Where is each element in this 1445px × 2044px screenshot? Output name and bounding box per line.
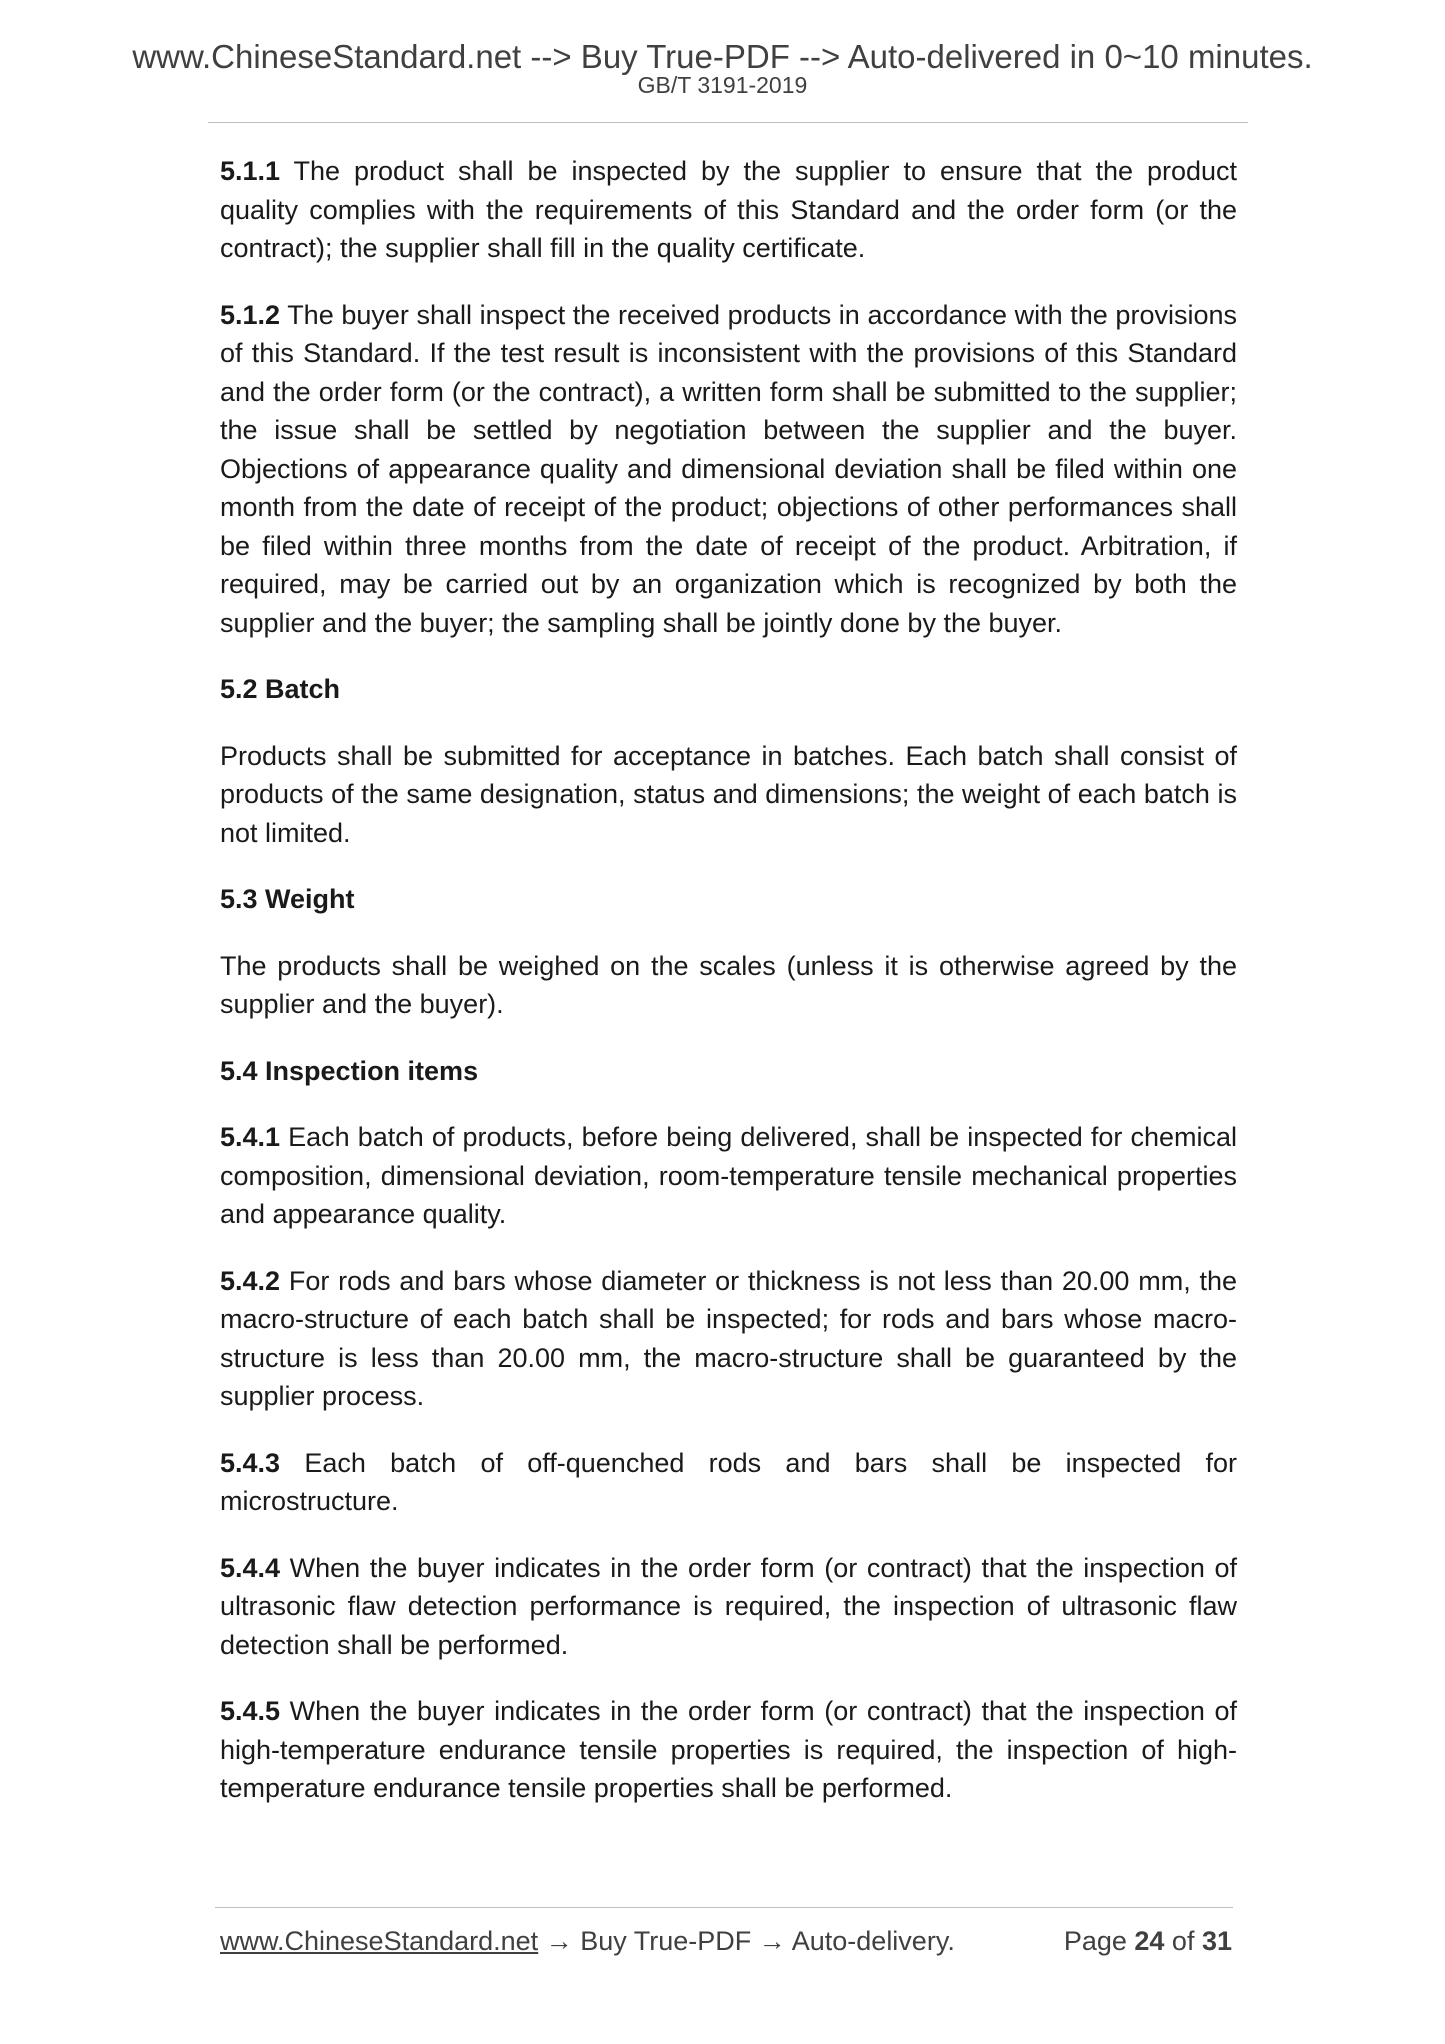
clause-text: For rods and bars whose diameter or thickness is not less than 20.00 mm, the macro-structure of each batch shall be inspected; for rods and bars whose macro-structure is less than 20.00 mm, the macro-structure shall be guaranteed by the supplier process. xyxy=(220,1265,1237,1411)
clause-number: 5.4.4 xyxy=(220,1552,281,1583)
clause-number: 5.4.3 xyxy=(220,1447,281,1478)
clause-text: The product shall be inspected by the supplier to ensure that the product quality complies with the requirements of this Standard and the order form (or the contract); the supplier shall fill in the quality certificate. xyxy=(220,156,1237,263)
clause-number: 5.1.1 xyxy=(220,156,281,186)
clause-text: When the buyer indicates in the order form (or contract) that the inspection of ultrasonic flaw detection performance is required, the inspection of ultrasonic flaw detection shall be performed. xyxy=(220,1552,1237,1660)
page-total: 31 xyxy=(1201,1926,1232,1956)
page-label: Page xyxy=(1063,1926,1135,1956)
section-5-2-text: Products shall be submitted for acceptance in batches. Each batch shall consist of products of the same designation, status and dimensions; the weight of each batch is not limited. xyxy=(220,740,1237,848)
clause-text: Each batch of products, before being delivered, shall be inspected for chemical composition, dimensional deviation, room-temperature tensile mechanical properties and appearance quality. xyxy=(220,1122,1237,1229)
section-heading-5-4: 5.4 Inspection items xyxy=(220,1055,479,1086)
clause-5-4-2 xyxy=(220,1262,1237,1416)
clause-text: The buyer shall inspect the received products in accordance with the provisions of this Standard. If the test result is inconsistent with the provisions of this Standard and the order form (or the contract), a written form shall be submitted to the supplier; the issue shall be settled by negotiation between the supplier and the buyer. Objections of appearance quality and dimensional deviation shall be filed within one month from the date of receipt of the product; objections of other performances shall be filed within three months from the date of receipt of the product. Arbitration, if required, may be carried out by an organization which is recognized by both the supplier and the buyer; the sampling shall be jointly done by the buyer. xyxy=(220,299,1237,638)
clause-number: 5.1.2 xyxy=(220,299,281,330)
page-content xyxy=(220,152,1237,1836)
clause-number: 5.4.5 xyxy=(220,1696,281,1726)
clause-5-4-4 xyxy=(220,1549,1237,1665)
clause-number: 5.4.2 xyxy=(220,1265,281,1296)
section-heading-5-2: 5.2 Batch xyxy=(220,674,341,704)
clause-5-1-1 xyxy=(220,152,1237,268)
document-code: GB/T 3191-2019 xyxy=(637,72,808,98)
section-5-3-text: The products shall be weighed on the scales (unless it is otherwise agreed by the supplier and the buyer). xyxy=(220,950,1237,1019)
clause-number: 5.4.1 xyxy=(220,1122,281,1152)
footer-divider xyxy=(215,1907,1233,1908)
clause-5-1-2 xyxy=(220,296,1237,643)
clause-5-4-3 xyxy=(220,1444,1237,1521)
clause-5-4-1 xyxy=(220,1118,1237,1234)
clause-text: Each batch of off-quenched rods and bars shall be inspected for microstructure. xyxy=(220,1447,1237,1516)
page-indicator xyxy=(1064,1928,1232,1955)
page-current: 24 xyxy=(1134,1926,1165,1956)
footer-site-link[interactable]: www.ChineseStandard.net xyxy=(220,1926,539,1956)
footer-tagline: → Buy True-PDF → Auto-delivery. xyxy=(538,1926,955,1956)
clause-text: When the buyer indicates in the order form (or contract) that the inspection of high-temperature endurance tensile properties is required, the inspection of high-temperature endurance tensile properties shall be performed. xyxy=(220,1696,1237,1803)
section-heading-5-3: 5.3 Weight xyxy=(220,884,355,914)
page-footer xyxy=(220,1928,1232,1955)
header-divider xyxy=(208,122,1248,123)
clause-5-4-5 xyxy=(220,1692,1237,1808)
top-banner: www.ChineseStandard.net --> Buy True-PDF --> Auto-delivered in 0~10 minutes. xyxy=(132,38,1313,75)
page-of-label: of xyxy=(1164,1926,1202,1956)
